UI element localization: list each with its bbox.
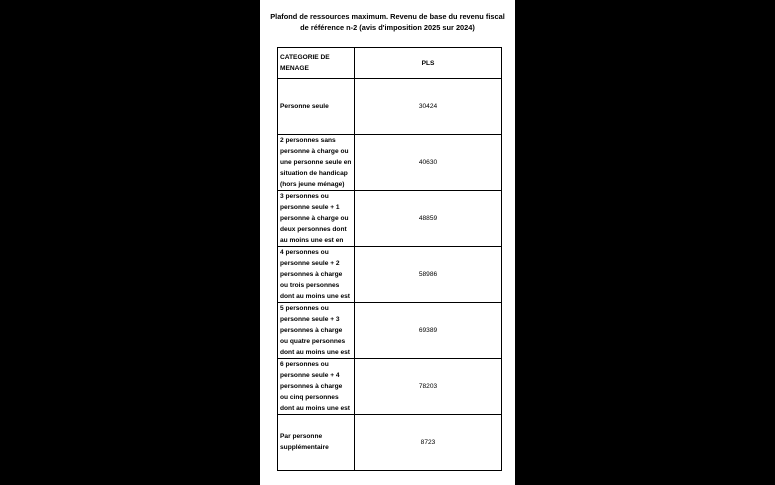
document-title-line-1: Plafond de ressources maximum. Revenu de base du revenu fiscal: [270, 12, 505, 21]
category-cell: [278, 302, 355, 358]
category-cell: [278, 134, 355, 190]
table-header-row: [278, 48, 502, 79]
category-cell: [278, 246, 355, 302]
header-pls: PLS: [355, 48, 502, 79]
table-row: [278, 134, 502, 190]
pls-value: 30424: [355, 79, 502, 135]
category-label: Par personne supplémentaire: [280, 433, 329, 452]
table-row: [278, 414, 502, 470]
document-title: [260, 11, 515, 33]
income-ceiling-table: [277, 47, 502, 471]
table-row: [278, 358, 502, 414]
category-label: 5 personnes ou personne seule + 3 personnes à charge ou quatre personnes dont au moins une est: [280, 304, 350, 356]
document-page: [260, 0, 515, 485]
category-label: 4 personnes ou personne seule + 2 personnes à charge ou trois personnes dont au moins une est: [280, 248, 350, 300]
category-cell: [278, 358, 355, 414]
category-label: 2 personnes sans personne à charge ou une personne seule en situation de handicap (hors jeune ménage): [280, 136, 352, 188]
category-cell: [278, 414, 355, 470]
table-row: [278, 79, 502, 135]
pls-value: 78203: [355, 358, 502, 414]
header-category: CATEGORIE DE MENAGE: [278, 48, 355, 79]
category-label: 3 personnes ou personne seule + 1 personne à charge ou deux personnes dont au moins une est en: [280, 192, 349, 244]
category-cell: [278, 190, 355, 246]
category-cell: [278, 79, 355, 135]
pls-value: 8723: [355, 414, 502, 470]
table-row: [278, 302, 502, 358]
category-label: 6 personnes ou personne seule + 4 personnes à charge ou cinq personnes dont au moins une est: [280, 360, 350, 412]
pls-value: 58986: [355, 246, 502, 302]
pls-value: 40630: [355, 134, 502, 190]
category-label: Personne seule: [280, 102, 329, 110]
pls-value: 48859: [355, 190, 502, 246]
pls-value: 69389: [355, 302, 502, 358]
table-row: [278, 190, 502, 246]
table-row: [278, 246, 502, 302]
document-title-line-2: de référence n-2 (avis d'imposition 2025 sur 2024): [300, 23, 475, 32]
